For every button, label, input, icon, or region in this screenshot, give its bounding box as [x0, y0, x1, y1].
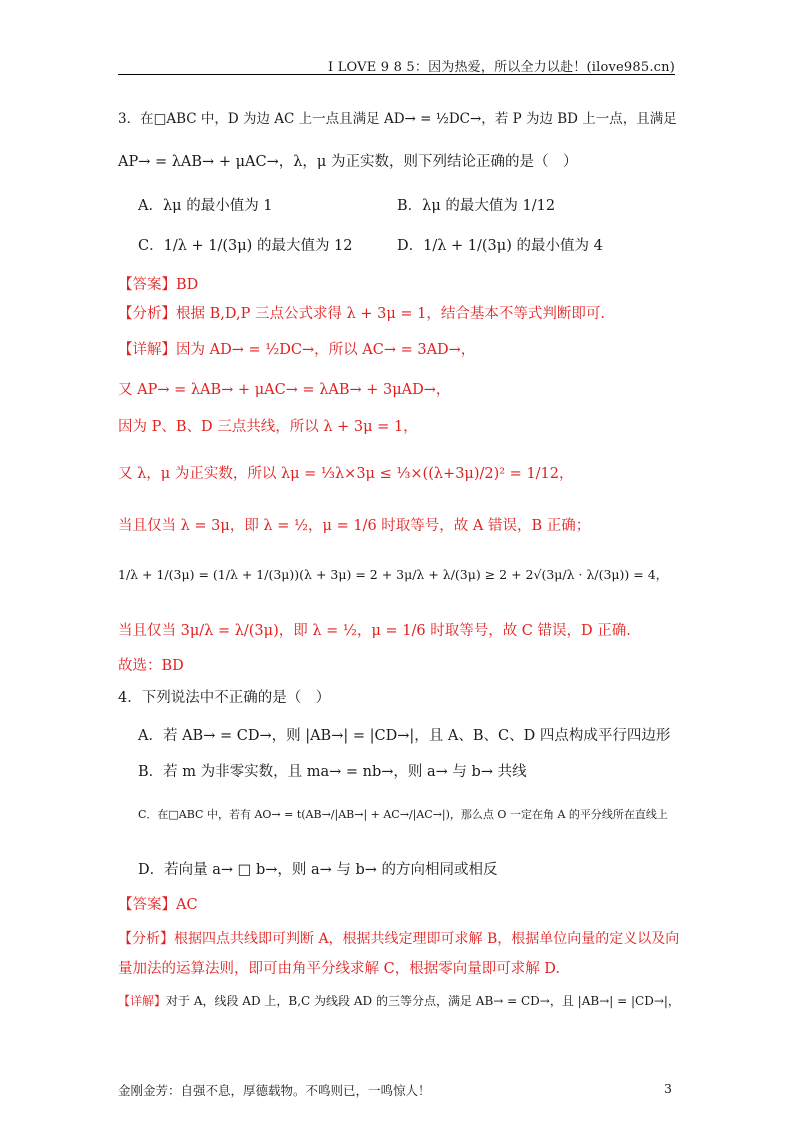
q3-answer: 【答案】BD	[118, 277, 199, 293]
q3-option-b: B．λμ 的最大值为 1/12	[397, 198, 556, 214]
q4-analysis-line2: 量加法的运算法则，即可由角平分线求解 C，根据零向量即可求解 D.	[118, 961, 561, 977]
footer-motto: 金刚金芳：自强不息，厚德载物。不鸣则已，一鸣惊人！	[118, 1083, 431, 1098]
q4-option-b: B．若 m 为非零实数，且 ma→ = nb→，则 a→ 与 b→ 共线	[138, 764, 527, 780]
section-tag: 【详解】	[118, 994, 167, 1008]
q4-analysis-line1: 【分析】根据四点共线即可判断 A，根据共线定理即可求解 B，根据单位向量的定义以及向	[118, 931, 680, 947]
q3-detail-1: 【详解】因为 AD→ = ½DC→，所以 AC→ = 3AD→，	[118, 342, 476, 358]
q3-option-c: C．1/λ + 1/(3μ) 的最大值为 12	[138, 238, 353, 254]
q4-stem: 4．下列说法中不正确的是（ ）	[118, 690, 331, 706]
q4-option-a: A．若 AB→ = CD→，则 |AB→| = |CD→|，且 A、B、C、D 四点构成平行四边形	[138, 728, 671, 744]
q3-stem-line2: AP→ = λAB→ + μAC→，λ，μ 为正实数，则下列结论正确的是（ ）	[118, 154, 578, 170]
q3-option-a: A．λμ 的最小值为 1	[138, 198, 273, 214]
q3-detail-5: 当且仅当 λ = 3μ，即 λ = ½，μ = 1/6 时取等号，故 A 错误，B 正确；	[118, 518, 591, 534]
q3-detail-3: 因为 P、B、D 三点共线，所以 λ + 3μ = 1，	[118, 419, 418, 435]
q3-stem-line1: 3．在□ABC 中，D 为边 AC 上一点且满足 AD→ = ½DC→，若 P 为边 BD 上一点，且满足	[118, 111, 677, 127]
q3-detail-2: 又 AP→ = λAB→ + μAC→ = λAB→ + 3μAD→，	[118, 382, 451, 398]
page-header: I LOVE 9 8 5：因为热爱，所以全力以赴！(ilove985.cn)	[328, 60, 675, 75]
q3-conclusion: 故选：BD	[118, 658, 184, 674]
q3-detail-6: 1/λ + 1/(3μ) = (1/λ + 1/(3μ))(λ + 3μ) = 2 + 3μ/λ + λ/(3μ) ≥ 2 + 2√(3μ/λ · λ/(3μ)) = 4，	[118, 567, 669, 582]
q4-option-c: C．在□ABC 中，若有 AO→ = t(AB→/|AB→| + AC→/|AC→|)，那么点 O 一定在角 A 的平分线所在直线上	[138, 808, 668, 821]
q4-option-d: D．若向量 a→ □ b→，则 a→ 与 b→ 的方向相同或相反	[138, 862, 498, 878]
q3-option-d: D．1/λ + 1/(3μ) 的最小值为 4	[397, 238, 603, 254]
header-rule	[118, 74, 675, 75]
q3-detail-4: 又 λ，μ 为正实数，所以 λμ = ⅓λ×3μ ≤ ⅓×((λ+3μ)/2)² = 1/12，	[118, 466, 574, 482]
q4-answer: 【答案】AC	[118, 897, 198, 913]
q4-detail-1: 【详解】对于 A，线段 AD 上，B,C 为线段 AD 的三等分点，满足 AB→ = CD→，且 |AB→| = |CD→|，	[118, 994, 680, 1008]
q3-analysis: 【分析】根据 B,D,P 三点公式求得 λ + 3μ = 1，结合基本不等式判断即可.	[118, 306, 605, 322]
page-number: 3	[664, 1081, 672, 1096]
q3-detail-7: 当且仅当 3μ/λ = λ/(3μ)，即 λ = ½，μ = 1/6 时取等号，故 C 错误，D 正确.	[118, 623, 631, 639]
